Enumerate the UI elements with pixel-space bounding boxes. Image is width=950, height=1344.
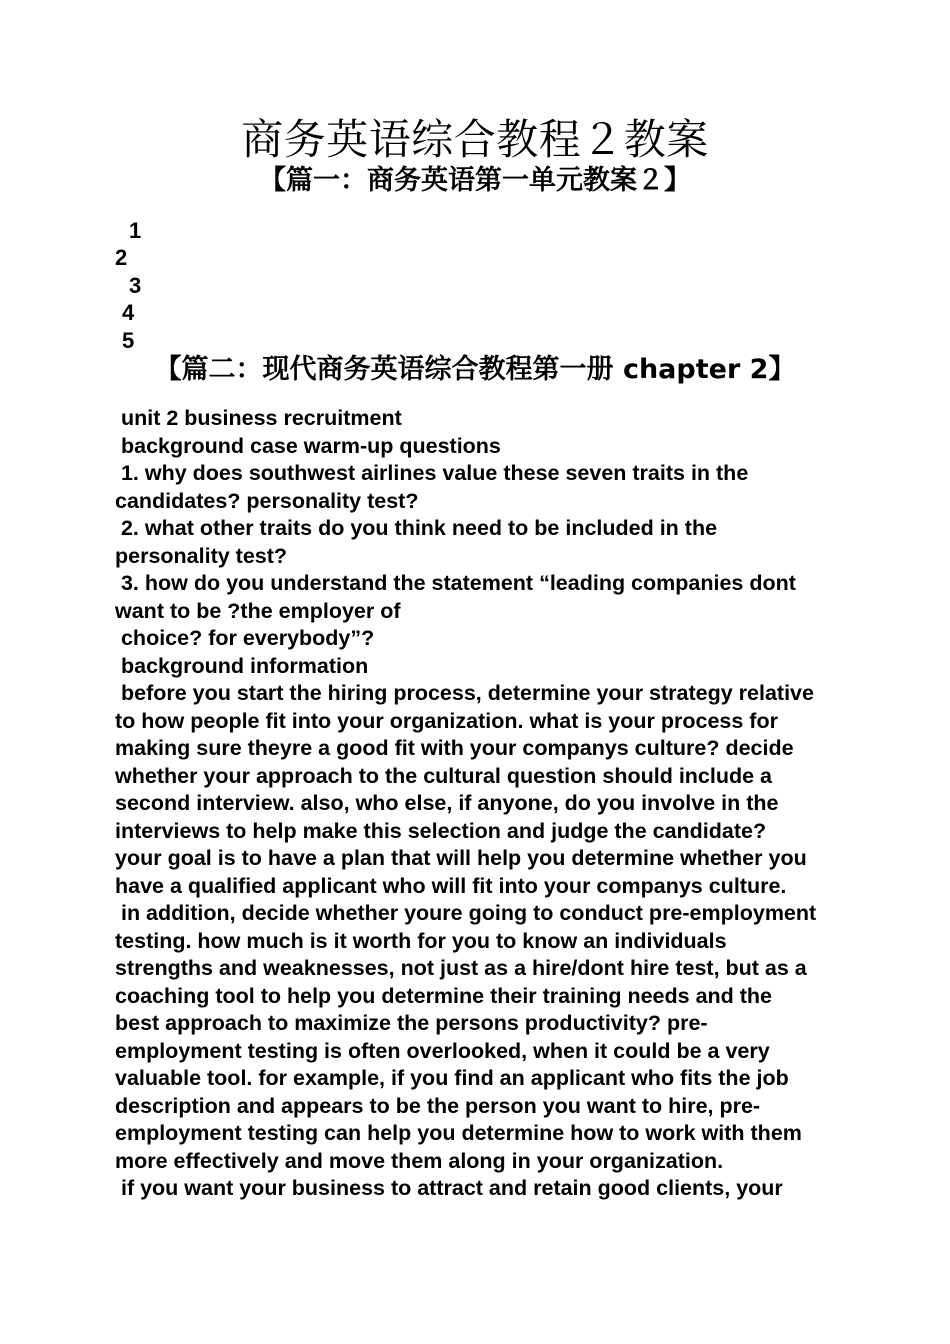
text-line: employment testing is often overlooked, when it could be a very <box>115 1038 770 1063</box>
list-number: 3 <box>129 273 142 298</box>
text-line: in addition, decide whether youre going to conduct pre-employment <box>115 901 817 925</box>
text-line: employment testing can help you determine how to work with them <box>115 1121 802 1145</box>
text-line: 2. what other traits do you think need to be included in the <box>115 516 718 540</box>
text-line: personality test? <box>115 543 288 568</box>
text-line: background information <box>115 653 369 678</box>
text-line: 3. how do you understand the statement “leading companies dont <box>115 571 796 595</box>
text-line: want to be ?the employer of <box>115 598 401 623</box>
text-line: making sure theyre a good fit with your companys culture? decide <box>115 736 794 760</box>
list-number: 4 <box>122 300 135 325</box>
list-number: 2 <box>115 245 128 270</box>
text-line: best approach to maximize the persons productivity? pre- <box>115 1011 708 1035</box>
document-title: 商务英语综合教程２教案 <box>241 115 709 164</box>
text-line: interviews to help make this selection and judge the candidate? <box>115 818 767 843</box>
section-two-heading: 【篇二：现代商务英语综合教程第一册 chapter 2】 <box>154 354 796 385</box>
text-line: valuable tool. for example, if you find an applicant who fits the job <box>115 1066 789 1090</box>
text-line: candidates? personality test? <box>115 488 419 513</box>
text-line: your goal is to have a plan that will help you determine whether you <box>115 846 807 870</box>
section-one-heading: 【篇一：商务英语第一单元教案２】 <box>259 165 691 196</box>
body-text <box>115 405 840 1203</box>
text-line: have a qualified applicant who will fit into your companys culture. <box>115 873 787 898</box>
list-number: 1 <box>129 218 142 243</box>
text-line: description and appears to be the person you want to hire, pre- <box>115 1093 761 1118</box>
text-line: second interview. also, who else, if anyone, do you involve in the <box>115 791 779 815</box>
text-line: strengths and weaknesses, not just as a hire/dont hire test, but as a <box>115 956 807 980</box>
text-line: before you start the hiring process, determine your strategy relative <box>115 681 814 705</box>
text-line: if you want your business to attract and retain good clients, your <box>115 1176 783 1200</box>
text-line: whether your approach to the cultural question should include a <box>115 763 773 788</box>
text-line: more effectively and move them along in your organization. <box>115 1148 724 1173</box>
text-line: 1. why does southwest airlines value these seven traits in the <box>115 461 749 485</box>
text-line: background case warm-up questions <box>115 433 501 458</box>
text-line: to how people fit into your organization. what is your process for <box>115 708 778 733</box>
list-number: 5 <box>122 328 135 353</box>
text-line: unit 2 business recruitment <box>115 406 402 430</box>
text-line: choice? for everybody”? <box>115 626 375 650</box>
text-line: testing. how much is it worth for you to know an individuals <box>115 928 727 953</box>
text-line: coaching tool to help you determine their training needs and the <box>115 983 773 1008</box>
